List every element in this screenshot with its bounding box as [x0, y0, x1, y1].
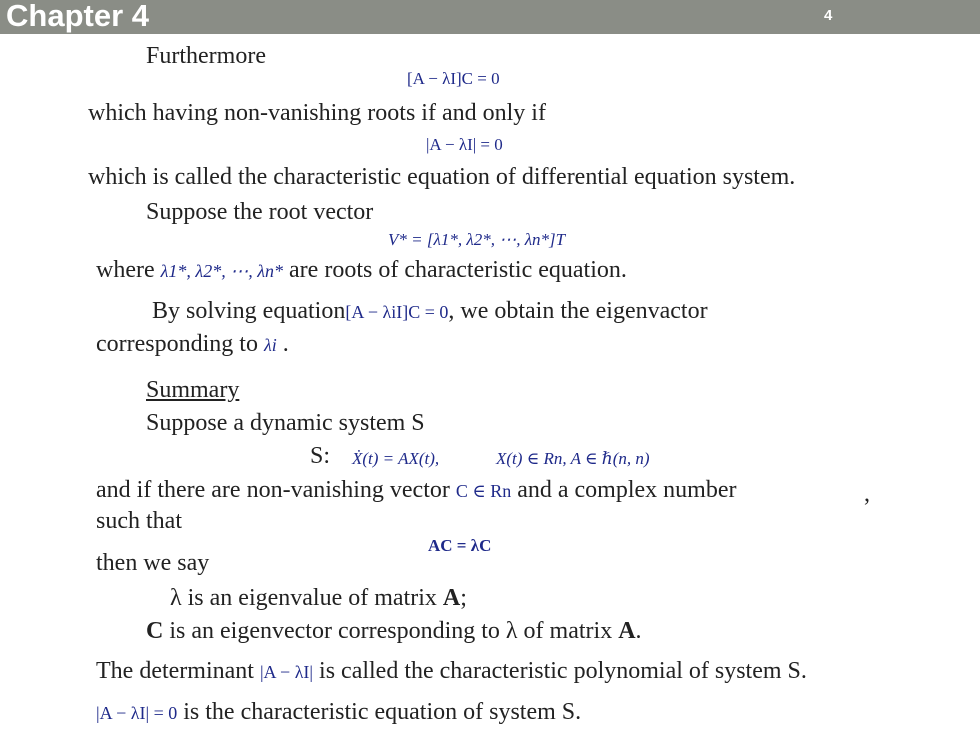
det-pre: The determinant: [96, 658, 254, 684]
summary-heading: Summary: [146, 377, 240, 403]
text-eigenvector-def: [146, 617, 642, 645]
equation-domain: X(t) ∈ Rn, A ∈ ℏ(n, n): [496, 449, 650, 468]
det-post: is called the characteristic polynomial of system S.: [319, 658, 807, 684]
andif-pre: and if there are non-vanishing vector: [96, 477, 450, 503]
text-where-roots: [96, 256, 627, 285]
system-s-label: S:: [310, 443, 331, 469]
eigvec-lambda: λ: [505, 618, 518, 644]
corresponding-post: .: [282, 331, 289, 357]
andif-math: C ∈ Rn: [455, 481, 512, 501]
text-then-we-say: then we say: [96, 550, 210, 576]
slide-header-bar: [0, 0, 980, 34]
eigvec-C: C: [146, 618, 164, 644]
corresponding-pre: corresponding to: [96, 331, 258, 357]
equation-eigen: AC = λC: [428, 536, 492, 555]
equation-determinant: |A − λI| = 0: [426, 135, 503, 154]
eigval-lambda: λ: [170, 585, 182, 611]
text-furthermore: Furthermore: [146, 43, 266, 69]
text-determinant: [96, 657, 807, 686]
eigvec-A: A: [618, 618, 636, 644]
where-rest: are roots of characteristic equation.: [289, 257, 627, 283]
solving-post: , we obtain the eigenvactor: [448, 298, 708, 324]
page-number: 4: [824, 7, 833, 24]
text-solving-equation: [152, 297, 708, 326]
chapter-title: Chapter 4: [6, 0, 149, 33]
text-andif: [96, 476, 736, 505]
andif-post: and a complex number: [517, 477, 737, 503]
det-math: |A − λI|: [259, 662, 314, 682]
equation-state: Ẋ(t) = AX(t),: [352, 449, 440, 468]
text-eigenvalue-def: [170, 584, 467, 612]
text-suppose-dynamic-system: Suppose a dynamic system S: [146, 410, 425, 436]
corresponding-math: λi: [263, 335, 277, 355]
equation-root-vector: V* = [λ1*, λ2*, ⋯, λn*]T: [388, 230, 566, 249]
text-corresponding-to: [96, 330, 289, 359]
text-such-that: such that: [96, 508, 182, 534]
andif-comma: ,: [864, 481, 870, 507]
text-nonvanishing: which having non-vanishing roots if and only if: [88, 100, 546, 126]
text-suppose-root-vector: Suppose the root vector: [146, 199, 374, 225]
where-label: where: [96, 257, 155, 283]
eigval-text: is an eigenvalue of matrix: [187, 585, 437, 611]
final-post: is the characteristic equation of system S.: [183, 699, 582, 725]
solving-math: [A − λiI]C = 0: [345, 302, 449, 322]
eigvec-period: .: [635, 618, 642, 644]
text-characteristic-equation: which is called the characteristic equation of differential equation system.: [88, 164, 796, 190]
equation-characteristic-matrix: [A − λI]C = 0: [407, 69, 500, 88]
final-math: |A − λI| = 0: [96, 703, 178, 723]
eigvec-text2: of matrix: [523, 618, 613, 644]
eigval-A: A: [442, 585, 461, 611]
eigvec-text: is an eigenvector corresponding to: [169, 618, 500, 644]
solving-pre: By solving equation: [152, 298, 346, 324]
text-final-characteristic: [96, 698, 581, 727]
where-math: λ1*, λ2*, ⋯, λn*: [160, 261, 284, 281]
eigval-semicolon: ;: [460, 585, 467, 611]
